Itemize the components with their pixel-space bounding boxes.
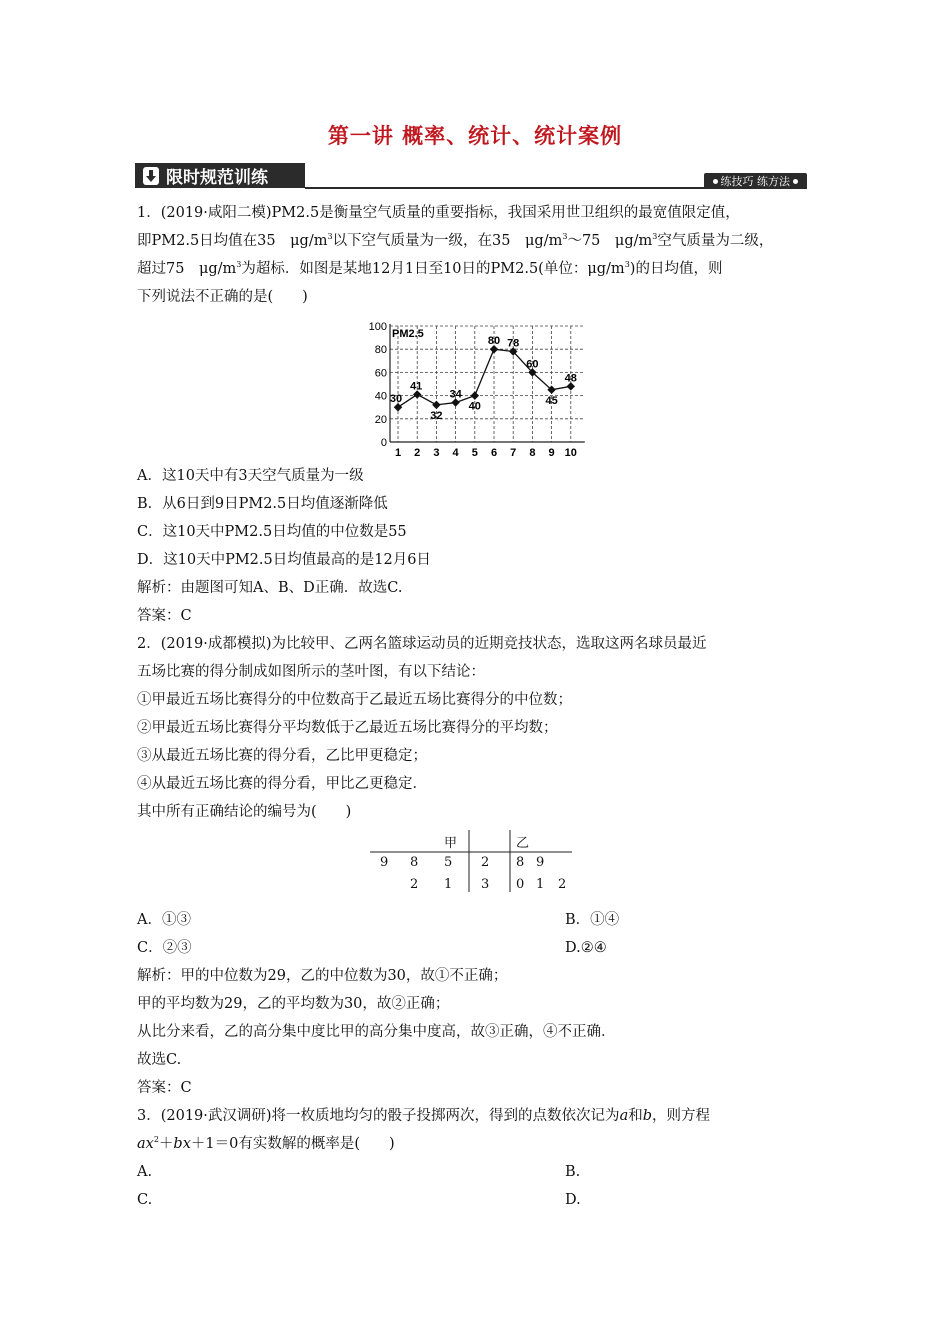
- q3-option-d: D.: [565, 1192, 581, 1208]
- q2-conclusion-3: ③从最近五场比赛的得分看，乙比甲更稳定；: [137, 748, 427, 764]
- x-tick-label: 1: [394, 447, 402, 459]
- y-tick-label: 100: [368, 321, 387, 333]
- section-banner: [135, 163, 807, 190]
- q2-ask: 其中所有正确结论的编号为( ): [137, 804, 352, 820]
- stem-r2: 3: [481, 877, 490, 892]
- data-label: 32: [430, 409, 443, 422]
- leaf-right-r2-3: 2: [558, 877, 567, 892]
- q3-line1: 3．(2019·武汉调研)将一枚质地均匀的骰子投掷两次，得到的点数依次记为a和b，则方程: [137, 1108, 711, 1124]
- x-tick-label: 4: [452, 447, 459, 459]
- x-tick-label: 8: [529, 447, 536, 459]
- banner-right-text: 练技巧 练方法: [720, 175, 790, 188]
- q1-option-c: C．这10天中PM2.5日均值的中位数是55: [137, 524, 407, 540]
- x-tick-label: 6: [490, 447, 498, 459]
- data-label: 30: [389, 393, 403, 406]
- data-label: 78: [507, 337, 520, 350]
- data-label: 48: [564, 372, 577, 385]
- banner-right-tag: [704, 173, 808, 189]
- chart-series: [390, 335, 577, 422]
- stem-leaf-lines: [370, 830, 590, 896]
- q2-option-c: C．②③: [137, 940, 192, 956]
- data-label: 80: [487, 335, 501, 348]
- q1-option-d: D．这10天中PM2.5日均值最高的是12月6日: [137, 552, 431, 568]
- x-tick-label: 7: [510, 447, 517, 459]
- x-tick-label: 3: [433, 447, 440, 459]
- q1-line1: 1．(2019·咸阳二模)PM2.5是衡量空气质量的重要指标，我国采用世卫组织的最宽值限定值，: [137, 205, 740, 221]
- data-label: 60: [526, 358, 539, 371]
- x-tick-label: 9: [548, 447, 555, 459]
- data-point: [471, 391, 479, 399]
- y-tick-label: 40: [374, 390, 387, 403]
- data-point: [432, 401, 440, 409]
- dot-icon: [793, 179, 798, 184]
- q1-line4: 下列说法不正确的是( ): [137, 289, 308, 305]
- q1-line2: 即PM2.5日均值在35 $\mu g/m^3$以下空气质量为一级，在35 $\mu g/m^3\sim 75$ $\mu g/m^3$空气质量为二级，: [137, 232, 774, 249]
- q3-option-c: C.: [137, 1192, 153, 1208]
- q1-analysis: 解析：由题图可知A、B、D正确．故选C.: [137, 580, 403, 596]
- q1-option-a: A．这10天中有3天空气质量为一级: [137, 468, 364, 484]
- data-label: 40: [468, 400, 481, 413]
- leaf-right-r2-2: 1: [536, 877, 545, 892]
- data-label: 34: [449, 388, 462, 401]
- banner-left-text: 限时规范训练: [166, 168, 268, 188]
- chart-ticks: [369, 321, 577, 459]
- q1-option-b: B．从6日到9日PM2.5日均值逐渐降低: [137, 496, 388, 512]
- data-label: 45: [545, 394, 558, 407]
- q2-option-a: A．①③: [137, 912, 191, 928]
- q2-conclusion-1: ①甲最近五场比赛得分的中位数高于乙最近五场比赛得分的中位数；: [137, 692, 572, 708]
- leaf-left-r2-1: 2: [410, 877, 419, 892]
- q1-answer: 答案：C: [137, 608, 192, 624]
- leaf-left-r1-3: 5: [444, 855, 453, 870]
- banner-label: [135, 163, 305, 188]
- leaf-right-r2-1: 0: [516, 877, 525, 892]
- q2-conclusion-2: ②甲最近五场比赛得分平均数低于乙最近五场比赛得分的平均数；: [137, 720, 558, 736]
- y-tick-label: 20: [374, 413, 387, 426]
- dot-icon: [713, 179, 718, 184]
- y-tick-label: 80: [374, 344, 387, 357]
- leaf-left-r1-2: 8: [410, 855, 419, 870]
- leaf-right-r1-2: 9: [536, 855, 545, 870]
- pm25-line-chart: [360, 316, 590, 460]
- page-title: 第一讲 概率、统计、统计案例: [327, 123, 623, 148]
- q2-option-b: B．①④: [565, 912, 620, 928]
- stem-r1: 2: [481, 855, 490, 870]
- q2-option-d: D.②④: [565, 940, 607, 956]
- q2-analysis-1: 解析：甲的中位数为29，乙的中位数为30，故①不正确；: [137, 968, 508, 984]
- x-tick-label: 10: [564, 447, 577, 459]
- q2-conclusion-4: ④从最近五场比赛的得分看，甲比乙更稳定．: [137, 776, 427, 792]
- q2-answer: 答案：C: [137, 1080, 192, 1096]
- chart-title: PM2.5: [392, 328, 424, 340]
- q3-option-b: B.: [565, 1164, 581, 1180]
- q2-analysis-2: 甲的平均数为29，乙的平均数为30，故②正确；: [137, 996, 450, 1012]
- down-arrow-icon: [140, 165, 162, 187]
- stem-leaf-head-right: 乙: [516, 836, 530, 851]
- stem-leaf-head-left: 甲: [444, 836, 458, 851]
- leaf-left-r1-1: 9: [380, 855, 389, 870]
- q3-line2: $ax^2+bx+1=0$有实数解的概率是( ): [137, 1135, 395, 1152]
- leaf-right-r1-1: 8: [516, 855, 525, 870]
- q3-option-a: A.: [137, 1164, 153, 1180]
- y-tick-label: 60: [374, 367, 387, 380]
- q2-analysis-4: 故选C.: [137, 1052, 182, 1068]
- leaf-left-r2-2: 1: [444, 877, 453, 892]
- data-label: 41: [410, 380, 423, 393]
- y-tick-label: 0: [380, 437, 387, 449]
- x-tick-label: 5: [471, 447, 478, 459]
- q2-analysis-3: 从比分来看，乙的高分集中度比甲的高分集中度高，故③正确，④不正确．: [137, 1024, 616, 1040]
- q1-line3: 超过75 $\mu g/m^3$为超标．如图是某地12月1日至10日的PM2.5(单位：$\mu g/m^3$)的日均值，则: [137, 260, 723, 277]
- q2-line1: 2．(2019·成都模拟)为比较甲、乙两名篮球运动员的近期竞技状态，选取这两名球员最近: [137, 636, 707, 652]
- q2-line2: 五场比赛的得分制成如图所示的茎叶图，有以下结论：: [137, 664, 485, 680]
- x-tick-label: 2: [414, 447, 421, 459]
- stem-leaf-plot: [370, 830, 590, 896]
